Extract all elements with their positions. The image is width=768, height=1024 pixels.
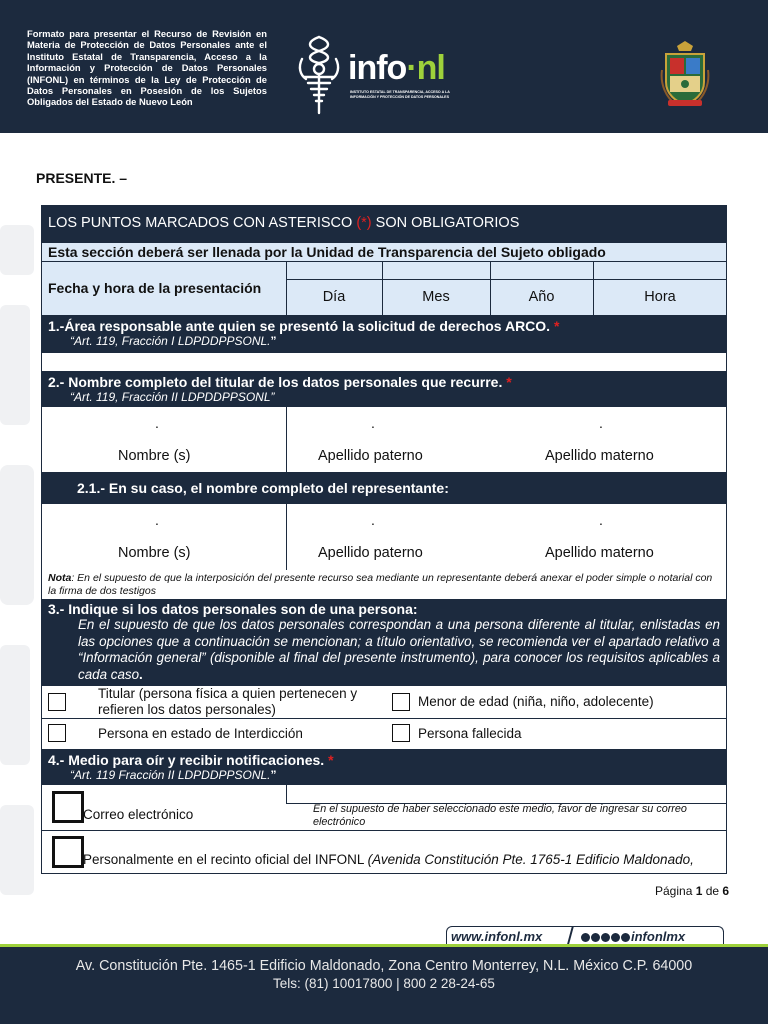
correo-option-label: Correo electrónico (83, 807, 194, 822)
logo-subtitle: INSTITUTO ESTATAL DE TRANSPARENCIA, ACCESO A LA INFORMACIÓN Y PROTECCIÓN DE DATOS PERSONALES (350, 90, 450, 99)
personalmente-option-label: Personalmente en el recinto oficial del INFONL (Avenida Constitución Pte. 1765-1 Edificio Maldonado, (83, 852, 694, 867)
section-3-header (42, 600, 726, 686)
instagram-icon (591, 933, 600, 942)
section-2-title: 2.- Nombre completo del titular de los datos personales que recurre (48, 374, 499, 390)
footer-phones: Tels: (81) 10017800 | 800 2 28-24-65 (273, 976, 495, 991)
infonl-logo-icon (294, 33, 344, 115)
representante-block (42, 504, 726, 600)
area-responsable-input[interactable] (42, 353, 726, 372)
fecha-label: Fecha y hora de la presentación (48, 280, 262, 296)
twitter-icon (601, 933, 610, 942)
tiktok-icon (621, 933, 630, 942)
fecha-anio[interactable]: Año (528, 289, 555, 305)
nuevo-leon-crest-icon (660, 40, 710, 108)
persona-options-row-1 (42, 686, 726, 719)
section-3-text: En el supuesto de que los datos personales correspondan a una persona diferente al titular, enlistadas en las opciones que a continuación se mencionan; a título orientativo, se recomienda ver el apartado relativo a “Información general” (disponible al final del presente instrumento), para conocer los requisitos aplicables a cada caso. (78, 617, 720, 682)
section-2-header: 2.- Nombre completo del titular de los datos personales que recurre. * “Art. 119, Fracción II LDPDDPPSONL” (42, 372, 726, 407)
facebook-icon (581, 933, 590, 942)
section-21-header: 2.1.- En su caso, el nombre completo del representante: (42, 473, 726, 504)
required-notice: LOS PUNTOS MARCADOS CON ASTERISCO (*) SON OBLIGATORIOS (42, 205, 726, 243)
fallecida-checkbox[interactable] (392, 724, 410, 742)
fecha-hora-row (42, 262, 726, 316)
persona-options-row-2 (42, 719, 726, 750)
fallecida-option-label: Persona fallecida (418, 726, 522, 741)
personalmente-checkbox[interactable] (52, 836, 84, 868)
correo-row (42, 785, 726, 831)
fecha-hora[interactable]: Hora (644, 289, 676, 305)
infonl-wordmark: info·nl (348, 49, 445, 87)
representante-note: Nota: En el supuesto de que la interposición del presente recurso sea mediante un representante deberá anexar el poder simple o notarial con la firma de dos testigos (48, 572, 713, 597)
page-header (0, 0, 768, 133)
representante-name-row: . . . Nombre (s) Apellido paterno Apellido materno (42, 504, 726, 570)
representante-paterno-field[interactable]: Apellido paterno (318, 545, 423, 561)
titular-checkbox[interactable] (48, 693, 66, 711)
fecha-input-strip[interactable] (286, 262, 726, 280)
interdiccion-checkbox[interactable] (48, 724, 66, 742)
menor-edad-checkbox[interactable] (392, 693, 410, 711)
unit-note: Esta sección deberá ser llenada por la Unidad de Transparencia del Sujeto obligado (42, 243, 726, 262)
watermark-decoration (0, 215, 38, 905)
menor-edad-option-label: Menor de edad (niña, niño, adolecente) (418, 694, 654, 709)
section-4-header: 4.- Medio para oír y recibir notificaciones. * “Art. 119 Fracción II LDPDDPPSONL.” (42, 750, 726, 785)
titular-name-row: . . . Nombre (s) Apellido paterno Apellido materno (42, 407, 726, 473)
page-footer (0, 947, 768, 1024)
fecha-mes[interactable]: Mes (422, 289, 450, 305)
correo-hint: En el supuesto de haber seleccionado este medio, favor de ingresar su correo electrónico (313, 803, 687, 828)
titular-option-label: Titular (persona física a quien pertenecen y refieren los datos personales) (98, 686, 358, 717)
youtube-icon (611, 933, 620, 942)
section-1-title: 1.-Área responsable ante quien se presentó la solicitud de derechos ARCO. (48, 318, 551, 334)
social-handle[interactable]: infonlmx (581, 929, 685, 944)
presente-heading: PRESENTE. – (36, 170, 128, 186)
page-number: Página 1 de 6 (655, 884, 730, 898)
footer-address: Av. Constitución Pte. 1465-1 Edificio Maldonado, Zona Centro Monterrey, N.L. México C.P. 64000 (75, 958, 693, 974)
titular-nombre-field[interactable]: Nombre (s) (118, 448, 191, 464)
section-3-title: 3.- Indique si los datos personales son de una persona: (48, 601, 418, 617)
correo-input[interactable] (286, 785, 726, 804)
titular-materno-field[interactable]: Apellido materno (545, 448, 654, 464)
section-4-title: 4.- Medio para oír y recibir notificaciones. (48, 752, 325, 768)
fecha-dia[interactable]: Día (322, 289, 346, 305)
representante-nombre-field[interactable]: Nombre (s) (118, 545, 191, 561)
representante-materno-field[interactable]: Apellido materno (545, 545, 654, 561)
correo-checkbox[interactable] (52, 791, 84, 823)
website-link[interactable]: www.infonl.mx (451, 929, 543, 944)
recurso-revision-form (41, 205, 727, 874)
section-1-header: 1.-Área responsable ante quien se presentó la solicitud de derechos ARCO. * “Art. 119, Fracción I LDPDDPPSONL.” (42, 316, 726, 353)
header-intro-text: Formato para presentar el Recurso de Revisión en Materia de Protección de Datos Personales ante el Instituto Estatal de Transparencia, Acceso a la Información y Protección de Datos Personales (INFONL) en términos de la Ley de Protección de Datos Personales en Posesión de los Sujetos Obligados del Estado de Nuevo León (27, 28, 267, 108)
interdiccion-option-label: Persona en estado de Interdicción (98, 726, 303, 741)
titular-paterno-field[interactable]: Apellido paterno (318, 448, 423, 464)
personalmente-row (42, 831, 726, 874)
